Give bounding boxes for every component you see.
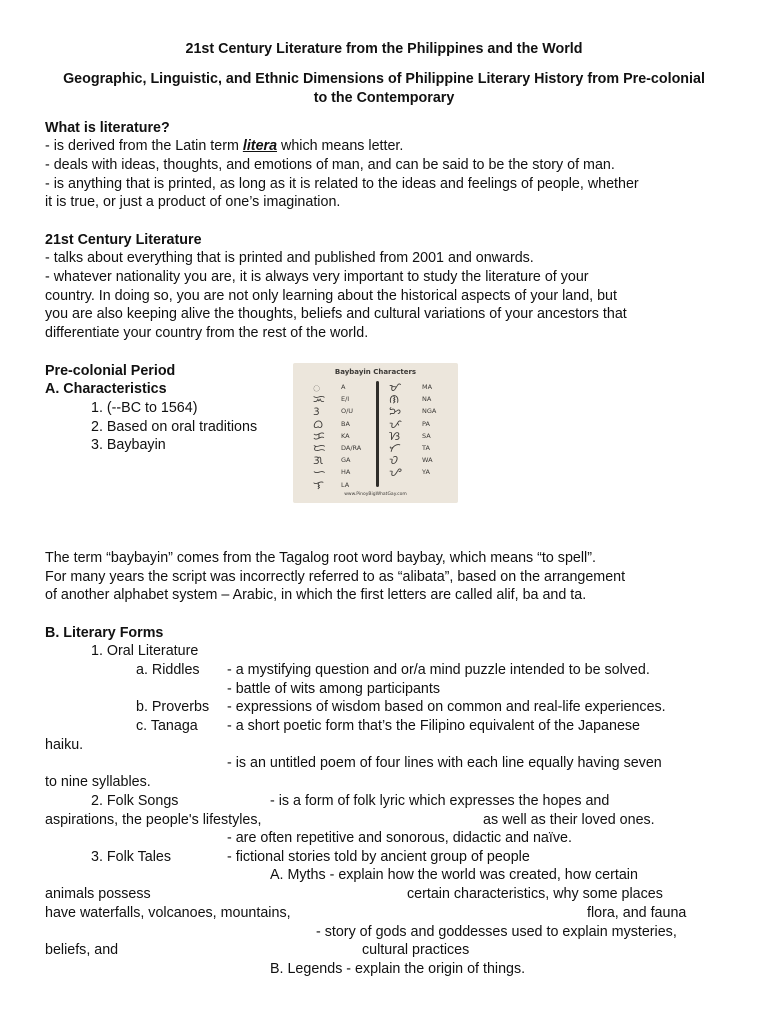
baybayin-glyph-left: ᜑ [313, 465, 326, 480]
characteristic-item: 1. (--BC to 1564) [91, 400, 198, 416]
baybayin-syllable-left: E/I [341, 395, 350, 404]
folk-songs-definition: - is a form of folk lyric which expresses the hopes and [270, 793, 610, 809]
what-is-line-2: - deals with ideas, thoughts, and emotions of man, and can be said to be the story of man. [45, 157, 615, 173]
baybayin-glyph-right: ᜈ [389, 392, 400, 407]
baybayin-syllable-right: TA [422, 444, 430, 452]
baybayin-glyph-left: ᜁ [313, 392, 326, 407]
baybayin-glyph-right: ᜆ [389, 441, 401, 455]
c21-line-1: - talks about everything that is printed and published from 2001 and onwards. [45, 250, 534, 266]
document-subtitle-line1: Geographic, Linguistic, and Ethnic Dimensions of Philippine Literary History from Pre-colonial [63, 71, 705, 87]
riddles-label: a. Riddles [136, 662, 200, 678]
characteristics-heading: A. Characteristics [45, 381, 167, 397]
myths-definition-wrap: certain characteristics, why some places [407, 886, 663, 902]
myths-definition: A. Myths - explain how the world was created, how certain [270, 867, 638, 883]
baybayin-syllable-left: KA [341, 431, 350, 440]
precolonial-heading: Pre-colonial Period [45, 363, 176, 379]
baybayin-syllable-left: O/U [341, 407, 354, 416]
baybayin-glyph-right: ᜅ [389, 404, 402, 419]
baybayin-syllable-right: WA [422, 456, 433, 465]
litera-term: litera [242, 138, 278, 154]
baybayin-syllable-left: DA/RA [341, 444, 362, 452]
c21-line-5: differentiate your country from the rest of the world. [45, 325, 369, 341]
tanaga-label: c. Tanaga [136, 718, 198, 734]
baybayin-glyph-right: ᜌ [389, 465, 402, 480]
baybayin-chart-divider [376, 381, 379, 487]
baybayin-syllable-left: A [341, 383, 346, 391]
c21-line-4: you are also keeping alive the thoughts, beliefs and cultural variations of your ancestors that [45, 306, 627, 322]
folk-songs-label: 2. Folk Songs [91, 793, 179, 809]
baybayin-glyph-left: ᜎ [313, 477, 324, 492]
literary-forms-heading: B. Literary Forms [45, 625, 164, 641]
baybayin-text-line-1: The term “baybayin” comes from the Tagalog root word baybay, which means “to spell”. [45, 550, 596, 566]
what-is-line-1: - is derived from the Latin term litera which means letter. [45, 138, 404, 154]
what-is-line-4: it is true, or just a product of one’s imagination. [45, 194, 341, 210]
myths-definition-wrap: beliefs, and [45, 942, 119, 958]
riddles-definition: - a mystifying question and or/a mind puzzle intended to be solved. [227, 662, 650, 678]
folk-tales-label: 3. Folk Tales [91, 849, 171, 865]
folk-songs-definition-wrap: as well as their loved ones. [483, 812, 655, 828]
c21-line-3: country. In doing so, you are not only learning about the historical aspects of your land, but [45, 288, 617, 304]
riddles-definition: - battle of wits among participants [227, 681, 440, 697]
baybayin-syllable-left: HA [341, 468, 351, 477]
baybayin-chart-title: Baybayin Characters [334, 368, 417, 376]
myths-definition-wrap: flora, and fauna [587, 905, 687, 921]
oral-literature-label: 1. Oral Literature [91, 643, 199, 659]
folk-songs-definition: - are often repetitive and sonorous, didactic and naïve. [227, 830, 572, 846]
proverbs-definition: - expressions of wisdom based on common and real-life experiences. [227, 699, 666, 715]
baybayin-glyph-left: ᜇ [313, 441, 326, 455]
myths-definition-wrap: animals possess [45, 886, 151, 902]
baybayin-glyph-left: ᜀ [313, 380, 321, 394]
baybayin-glyph-right: ᜏ [389, 453, 399, 468]
characteristic-item: 2. Based on oral traditions [91, 419, 258, 435]
folk-tales-definition: - fictional stories told by ancient group of people [227, 849, 530, 865]
baybayin-glyph-left: ᜂ [313, 404, 320, 419]
proverbs-label: b. Proverbs [136, 699, 210, 715]
baybayin-glyph-right: ᜉ [389, 416, 402, 431]
myths-definition-wrap: have waterfalls, volcanoes, mountains, [45, 905, 291, 921]
baybayin-glyph-left: ᜄ [313, 453, 324, 468]
baybayin-syllable-left: BA [341, 419, 350, 428]
folk-songs-definition-wrap: aspirations, the people's lifestyles, [45, 812, 262, 828]
myths-definition: - story of gods and goddesses used to explain mysteries, [316, 924, 677, 940]
baybayin-text-line-2: For many years the script was incorrectly referred to as “alibata”, based on the arrangement [45, 569, 626, 585]
baybayin-syllable-right: NA [422, 395, 432, 404]
characteristic-item: 3. Baybayin [91, 437, 166, 453]
tanaga-definition: - is an untitled poem of four lines with each line equally having seven [227, 755, 662, 771]
tanaga-definition-wrap: to nine syllables. [45, 774, 151, 790]
baybayin-syllable-left: LA [341, 480, 350, 489]
what-is-literature-heading: What is literature? [45, 120, 170, 136]
baybayin-syllable-left: GA [341, 456, 351, 465]
baybayin-syllable-right: PA [422, 419, 430, 428]
baybayin-glyph-left: ᜊ [313, 416, 324, 431]
what-is-line-3: - is anything that is printed, as long as it is related to the ideas and feelings of people, whether [45, 176, 639, 192]
baybayin-syllable-right: SA [422, 431, 431, 440]
baybayin-syllable-right: YA [422, 468, 430, 477]
baybayin-glyph-right: ᜋ [389, 380, 402, 394]
baybayin-glyph-right: ᜐ [389, 428, 401, 443]
tanaga-definition: - a short poetic form that’s the Filipino equivalent of the Japanese [227, 718, 640, 734]
baybayin-glyph-left: ᜃ [313, 428, 325, 443]
legends-definition: B. Legends - explain the origin of things. [270, 961, 526, 977]
document-subtitle-line2: to the Contemporary [313, 90, 455, 106]
baybayin-syllable-right: NGA [422, 407, 437, 416]
document-title: 21st Century Literature from the Philippines and the World [185, 41, 583, 57]
c21-heading: 21st Century Literature [45, 232, 202, 248]
tanaga-definition-wrap: haiku. [45, 737, 84, 753]
myths-definition-wrap: cultural practices [362, 942, 470, 958]
baybayin-chart-source: www.PinoyBigWhatGay.com [344, 492, 407, 497]
baybayin-chart-image [293, 363, 458, 503]
c21-line-2: - whatever nationality you are, it is always very important to study the literature of your [45, 269, 589, 285]
baybayin-text-line-3: of another alphabet system – Arabic, in which the first letters are called alif, ba and ta. [45, 587, 587, 603]
baybayin-syllable-right: MA [422, 383, 433, 391]
